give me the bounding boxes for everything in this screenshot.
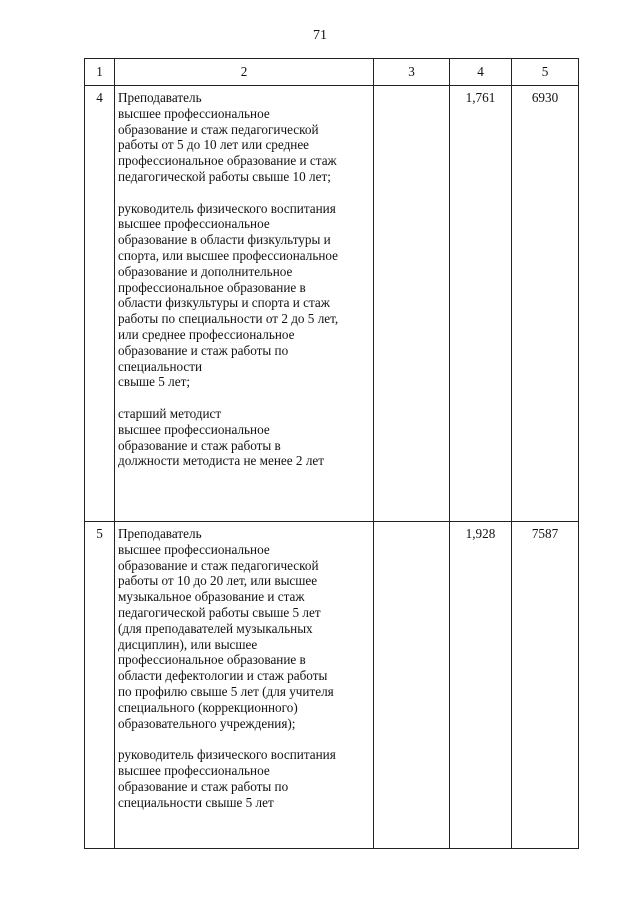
description-paragraph: старший методист высшее профессиональное образование и стаж работы в должности методиста не менее 2 лет: [118, 405, 325, 469]
header-cell-3: 3: [374, 59, 450, 86]
page-number: 71: [313, 28, 327, 43]
salary-table: [84, 58, 579, 849]
table-row: [85, 86, 579, 522]
salary-cell: 6930: [512, 86, 579, 522]
coefficient-cell: 1,928: [450, 522, 512, 849]
description-paragraph: Преподаватель высшее профессиональное образование и стаж педагогической работы от 5 до 10 лет или среднее профессиональное образование и стаж педагогической работы свыше 10 лет;: [118, 90, 337, 184]
position-description: [115, 86, 374, 522]
header-cell-5: 5: [512, 59, 579, 86]
header-cell-1: 1: [85, 59, 115, 86]
table-header-row: [85, 59, 579, 86]
coefficient-cell: 1,761: [450, 86, 512, 522]
column-3-cell: [374, 86, 450, 522]
position-description: [115, 522, 374, 849]
header-cell-4: 4: [450, 59, 512, 86]
salary-cell: 7587: [512, 522, 579, 849]
row-number: 5: [85, 522, 115, 849]
description-paragraph: Преподаватель высшее профессиональное образование и стаж педагогической работы от 10 до 20 лет, или высшее музыкальное образование и стаж педагогической работы свыше 5 лет (для преподавателей музыкальных дисциплин), или высшее профессиональное образование в области дефектологии и стаж работы по профилю свыше 5 лет (для учителя специального (коррекционного) образовательного учреждения);: [118, 526, 334, 731]
description-paragraph: руководитель физического воспитания высшее профессиональное образование в области физкультуры и спорта, или высшее профессиональное образование и дополнительное профессиональное образование в области физкультуры и спорта и стаж работы по специальности от 2 до 5 лет, или среднее профессиональное образование и стаж работы по специальности свыше 5 лет;: [118, 200, 339, 390]
header-cell-2: 2: [115, 59, 374, 86]
row-number: 4: [85, 86, 115, 522]
description-paragraph: руководитель физического воспитания высшее профессиональное образование и стаж работы по специальности свыше 5 лет: [118, 747, 336, 810]
column-3-cell: [374, 522, 450, 849]
table-row: [85, 522, 579, 849]
